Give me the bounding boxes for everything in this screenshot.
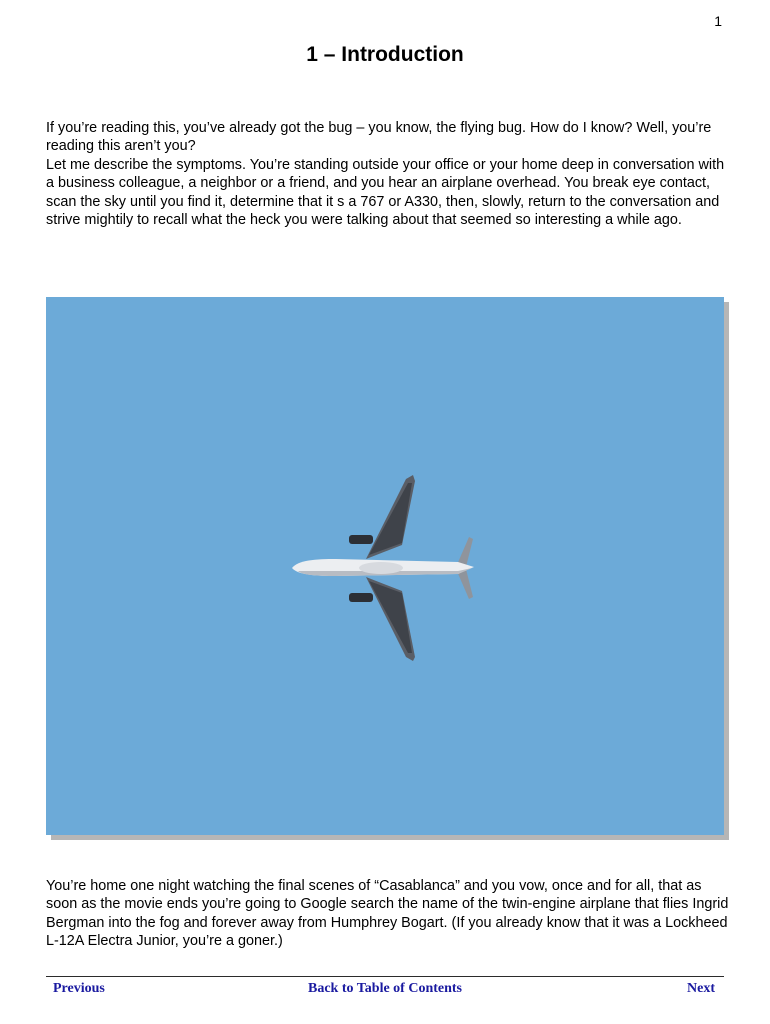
footer-divider (46, 976, 724, 977)
intro-paragraph: If you’re reading this, you’ve already got the bug – you know, the flying bug. How do I know? Well, you’re reading this aren’t you? (46, 120, 712, 155)
closing-paragraph: You’re home one night watching the final scenes of “Casablanca” and you vow, once and for all, that as soon as the movie ends you’re going to Google search the name of the twin-engine airplane that flies Ingrid Bergman into the fog and forever away from Humphrey Bogart. (If you already know that it was a Lockheed L-12A Electra Junior, you’re a goner.) (46, 878, 729, 950)
page-title: 1 – Introduction (306, 43, 464, 66)
previous-link[interactable]: Previous (53, 981, 105, 996)
intro-text (46, 119, 736, 229)
next-link[interactable]: Next (687, 981, 715, 996)
airplane-photo-frame (46, 297, 724, 835)
page-number: 1 (714, 13, 722, 29)
closing-text (46, 877, 736, 951)
airplane-photo (46, 297, 724, 835)
back-to-toc-link[interactable]: Back to Table of Contents (307, 981, 463, 996)
intro-paragraph: Let me describe the symptoms. You’re standing outside your office or your home deep in conversation with a business colleague, a neighbor or a friend, and you hear an airplane overhead. You break eye contact, scan the sky until you find it, determine that it s a 767 or A330, then, slowly, return to the conversation and strive mightily to recall what the heck you were talking about that seemed so interesting a while ago. (46, 156, 725, 229)
